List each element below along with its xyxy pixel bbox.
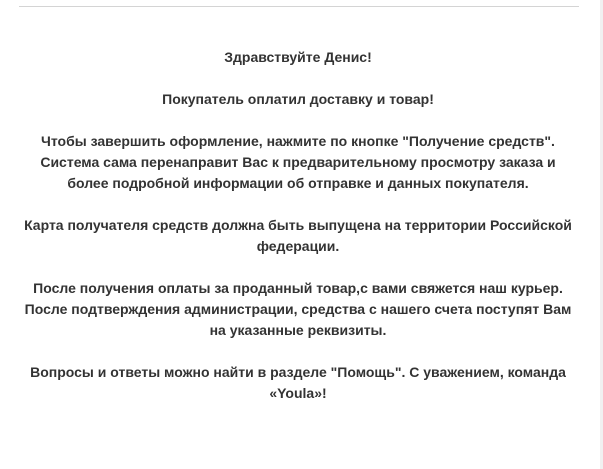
instruction-paragraph: [14, 131, 582, 194]
help-paragraph: [14, 362, 582, 404]
paid-notice-paragraph: [14, 89, 582, 110]
courier-paragraph: [14, 278, 582, 341]
instruction-line-3: более подробной информации об отправке и данных покупателя.: [67, 175, 529, 191]
courier-line-1: После получения оплаты за проданный товар,с вами свяжется наш курьер.: [33, 280, 563, 296]
top-divider: [19, 6, 579, 7]
card-line-2: федерации.: [256, 238, 340, 254]
card-paragraph: [14, 215, 582, 257]
instruction-line-2: Система сама перенаправит Вас к предварительному просмотру заказа и: [40, 154, 556, 170]
card-line-1: Карта получателя средств должна быть выпущена на территории Российской: [24, 217, 572, 233]
greeting-text: Здравствуйте Денис!: [224, 49, 372, 65]
help-line-1: Вопросы и ответы можно найти в разделе "Помощь". С уважением, команда: [30, 364, 566, 380]
help-line-2: «Youla»!: [269, 385, 327, 401]
greeting-paragraph: [14, 47, 582, 68]
paid-notice-text: Покупатель оплатил доставку и товар!: [162, 91, 434, 107]
courier-line-3: на указанные реквизиты.: [209, 322, 387, 338]
email-body: [14, 47, 582, 404]
instruction-line-1: Чтобы завершить оформление, нажмите по кнопке "Получение средств".: [41, 133, 555, 149]
courier-line-2: После подтверждения администрации, средства с нашего счета поступят Вам: [24, 301, 572, 317]
